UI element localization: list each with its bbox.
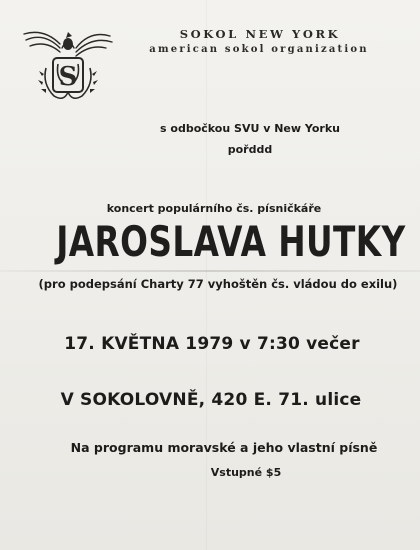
presenter-line: s odbočkou SVU v New Yorku <box>160 122 340 135</box>
performer-name: JAROSLAVA HUTKY <box>56 217 406 266</box>
organization-name: SOKOL NEW YORK <box>179 27 341 41</box>
performer-note: (pro podepsání Charty 77 vyhoštěn čs. vládou do exilu) <box>38 277 398 291</box>
presents-line: pořddd <box>227 143 273 156</box>
paper-fold-horizontal <box>0 270 420 272</box>
organization-subtitle: american sokol organization <box>149 44 369 55</box>
event-venue: V SOKOLOVNĚ, 420 E. 71. ulice <box>60 390 362 410</box>
sokol-falcon-emblem-icon <box>20 22 116 104</box>
program-line: Na programu moravské a jeho vlastní písně <box>70 440 378 455</box>
admission-price: Vstupné $5 <box>210 466 282 479</box>
concert-line: koncert populárního čs. písničkáře <box>106 202 322 215</box>
event-date-time: 17. KVĚTNA 1979 v 7:30 večer <box>64 334 360 354</box>
emblem-letter: S <box>58 62 78 92</box>
